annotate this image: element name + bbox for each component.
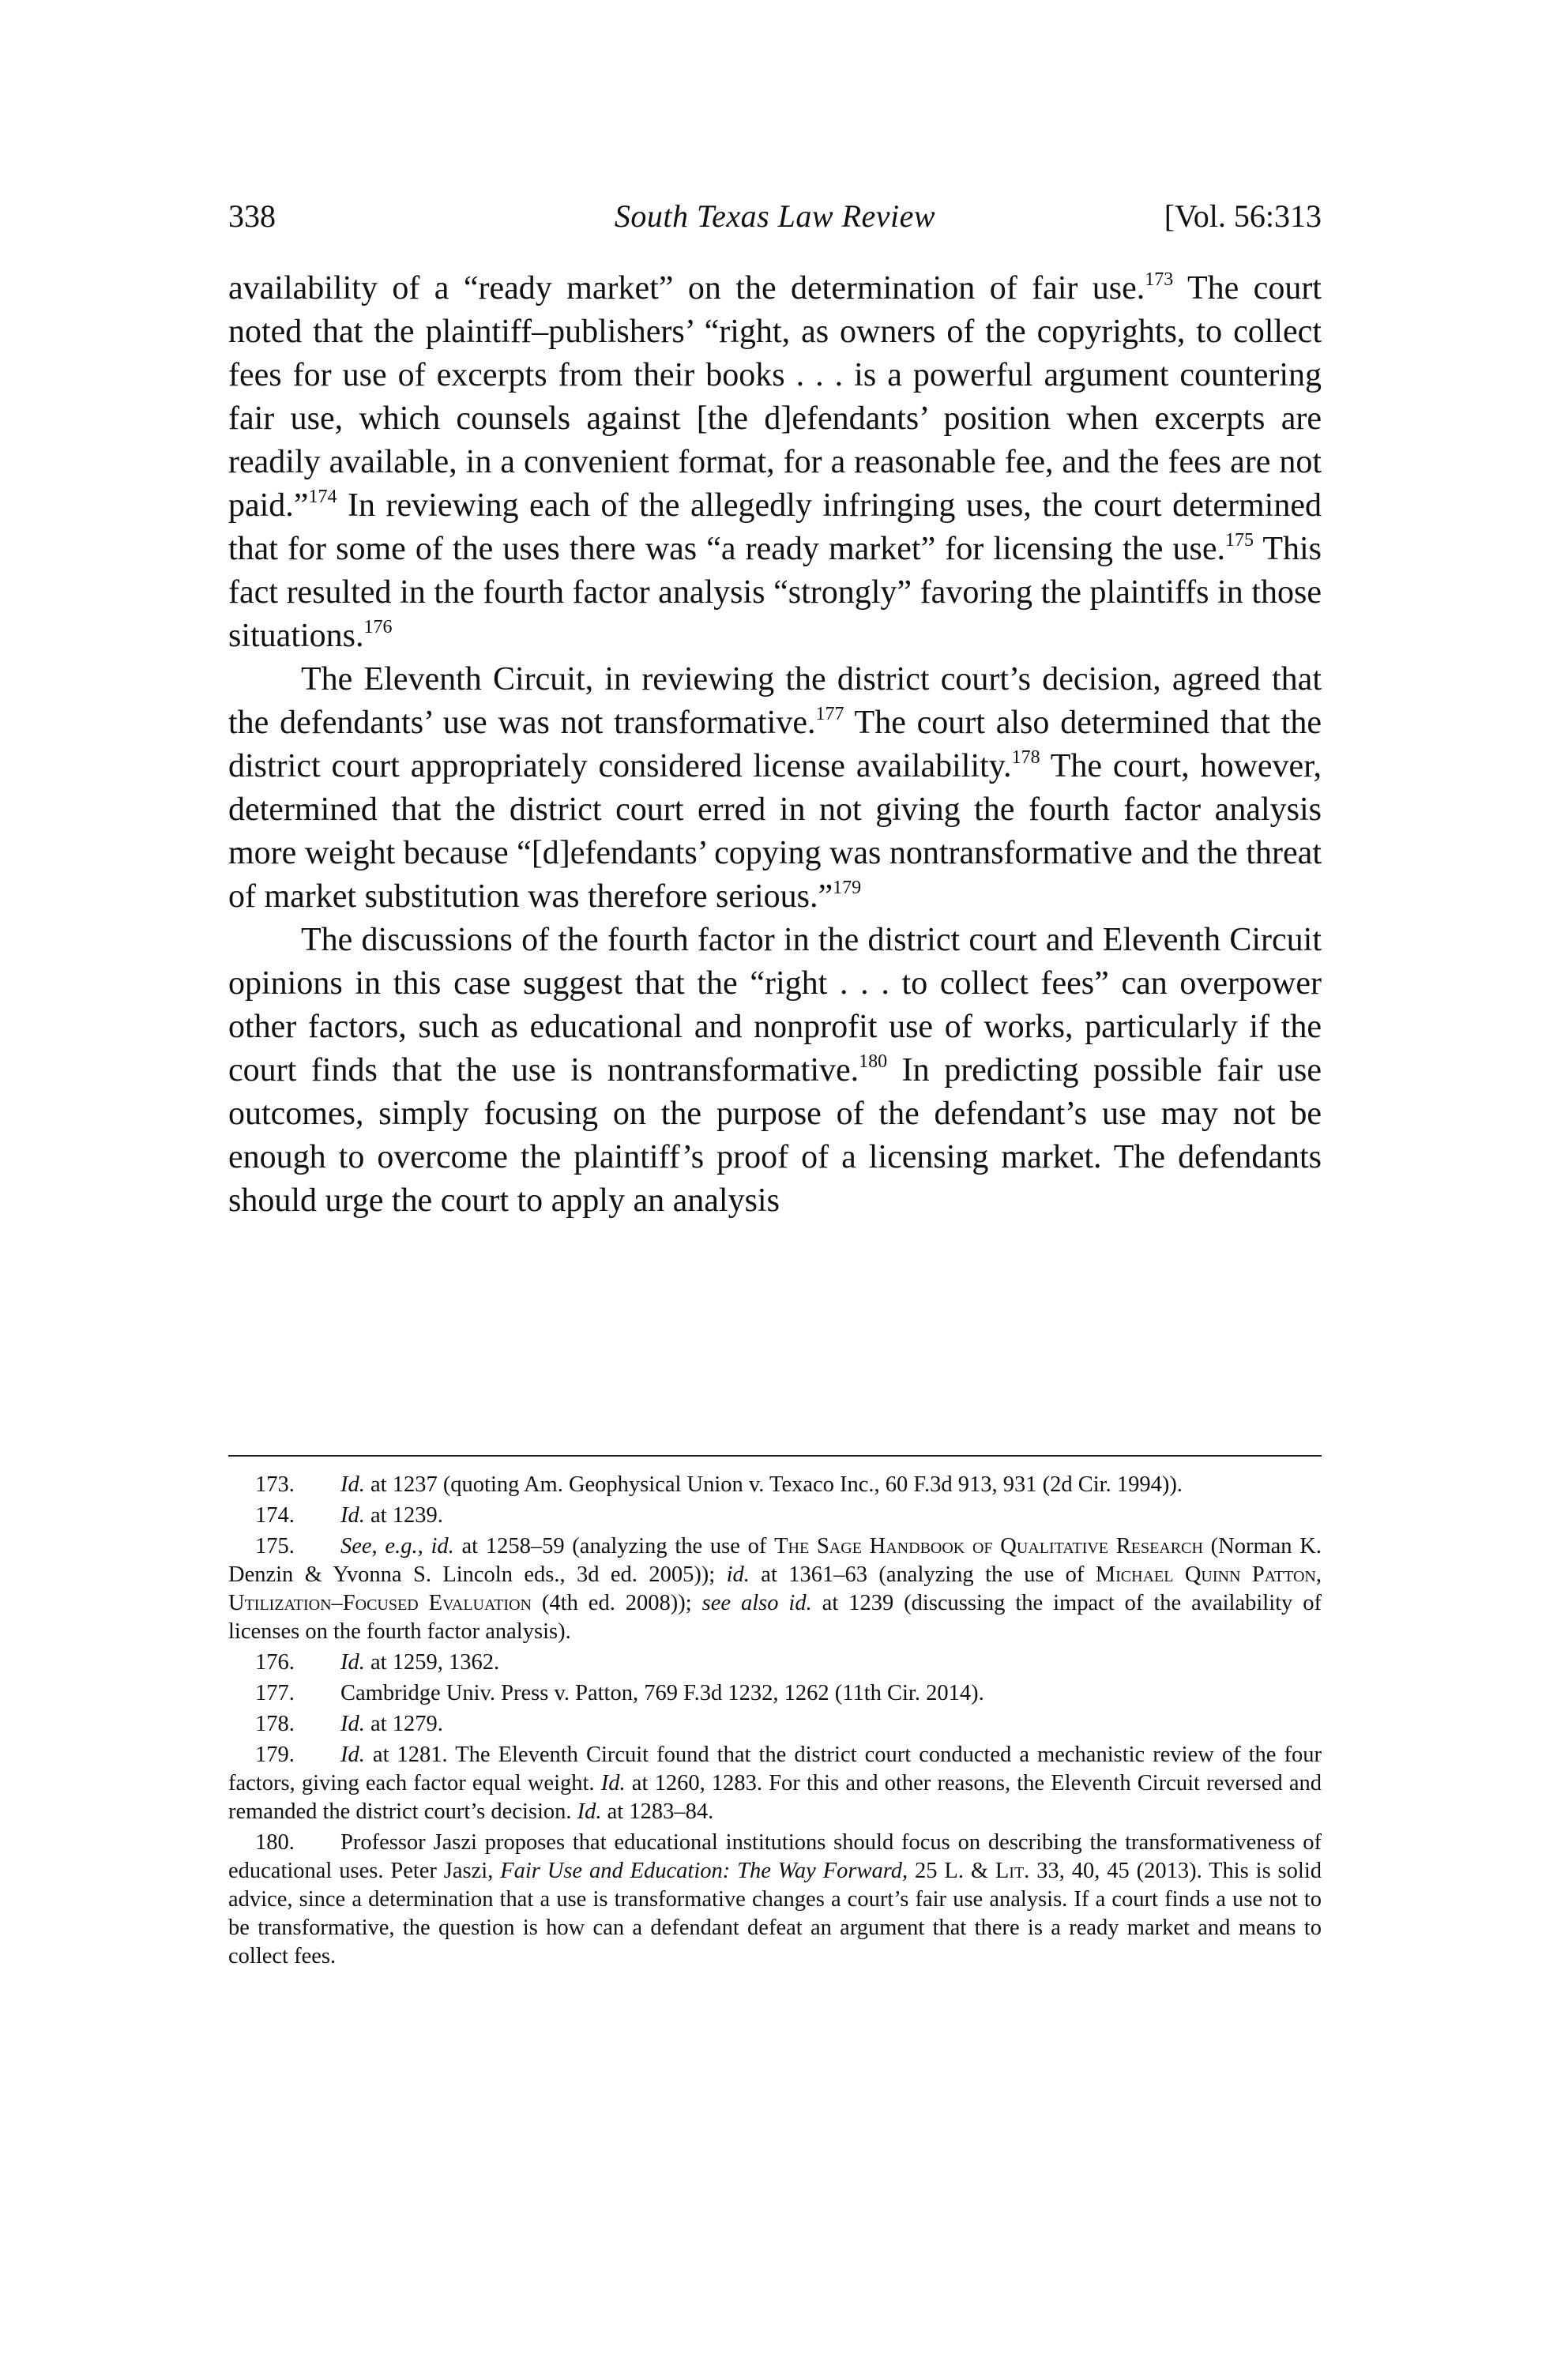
text-run: The court, however, determined that the district court erred in not giving the fourth factor analysis more weight because “[d]efendants’ copying was nontransformative and the threat of market substitution was therefore serious.”: [228, 748, 1322, 915]
footnote-text: Id.: [340, 1712, 365, 1736]
footnote-text: at 1258–59 (analyzing the use of: [453, 1534, 775, 1558]
footnote-divider: [228, 1455, 1322, 1457]
text-run: The court noted that the plaintiff–publishers’ “right, as owners of the copyrights, to collect fees for use of excerpts from their books . . . is a powerful argument countering fair use, which counsels against [the d]efendants’ position when excerpts are readily available, in a convenient format, for a reasonable fee, and the fees are not paid.”: [228, 270, 1322, 524]
footnote-177: [228, 1679, 1322, 1708]
text-run: The Eleventh Circuit, in reviewing the district court’s decision, agreed that the defendants’ use was not transformative.: [228, 661, 1322, 741]
footnote-text: Michael Quinn Patton, Utilization–Focused Evaluation: [228, 1562, 1322, 1615]
footnote-number: 180.: [255, 1830, 295, 1855]
footnote-number: 177.: [255, 1681, 295, 1705]
footnotes: [228, 1471, 1322, 1973]
footnote-ref-175: 175: [1224, 530, 1254, 551]
footnote-text: Id.: [340, 1472, 365, 1497]
footnote-text: (4th ed. 2008));: [531, 1591, 702, 1615]
footnote-ref-177: 177: [815, 704, 844, 724]
text-run: availability of a “ready market” on the determination of fair use.: [228, 270, 1145, 306]
footnote-173: [228, 1471, 1322, 1499]
footnote-number: 175.: [255, 1534, 295, 1558]
text-run: This fact resulted in the fourth factor analysis “strongly” favoring the plaintiffs in those situations.: [228, 531, 1322, 654]
footnote-text: at 1283–84.: [601, 1799, 714, 1824]
footnote-text: id.: [431, 1534, 454, 1558]
text-run: The discussions of the fourth factor in the district court and Eleventh Circuit opinions in this case suggest that the “right . . . to collect fees” can overpower other factors, such as educational and nonprofit use of works, particularly if the court finds that the use is nontransformative.: [228, 922, 1322, 1088]
text-run: In predicting possible fair use outcomes, simply focusing on the purpose of the defendant’s use may not be enough to overcome the plaintiff’s proof of a licensing market. The defendants should urge the court to apply an analysis: [228, 1052, 1322, 1219]
footnote-174: [228, 1502, 1322, 1530]
footnote-text: The Sage Handbook of Qualitative Research: [774, 1534, 1203, 1558]
footnote-text: Id.: [600, 1771, 626, 1795]
footnote-text: at 1239.: [364, 1503, 443, 1528]
paragraph: [228, 658, 1322, 919]
footnote-text: Id.: [577, 1799, 602, 1824]
footnote-text: at 1239 (discussing the impact of the availability of licenses on the fourth factor analysis).: [228, 1591, 1322, 1644]
footnote-text: Cambridge Univ. Press v. Patton, 769 F.3d 1232, 1262 (11th Cir. 2014).: [340, 1681, 984, 1705]
footnote-text: id.: [726, 1562, 750, 1587]
footnote-text: ,: [417, 1534, 431, 1558]
footnote-text: See, e.g.: [340, 1534, 418, 1558]
footnote-ref-179: 179: [833, 878, 862, 898]
text-run: In reviewing each of the allegedly infringing uses, the court determined that for some of the uses there was “a ready market” for licensing the use.: [228, 487, 1322, 567]
paragraph: [228, 267, 1322, 658]
footnote-text: see also id.: [701, 1591, 812, 1615]
footnote-ref-173: 173: [1145, 269, 1174, 290]
running-header: [228, 193, 1322, 240]
footnote-text: at 1281. The Eleventh Circuit found that the district court conducted a mechanistic review of the four factors, giving each factor equal weight.: [228, 1743, 1322, 1795]
footnote-text: at 1259, 1362.: [364, 1650, 500, 1675]
footnote-text: Id.: [340, 1743, 365, 1767]
footnote-text: 33, 40, 45 (2013). This is solid advice, since a determination that a use is transformative changes a court’s fair use analysis. If a court finds a use not to be transformative, the question is how can a defendant defeat an argument that there is a ready market and means to collect fees.: [228, 1859, 1322, 1968]
footnote-text: , 25: [902, 1859, 945, 1883]
volume-citation: [Vol. 56:313: [1164, 198, 1322, 234]
footnote-ref-180: 180: [859, 1051, 888, 1072]
footnote-text: (Norman K. Denzin & Yvonna S. Lincoln eds., 3d ed. 2005));: [228, 1534, 1322, 1587]
footnote-176: [228, 1649, 1322, 1677]
journal-title: South Texas Law Review: [614, 198, 936, 234]
footnote-number: 179.: [255, 1743, 295, 1767]
footnote-ref-178: 178: [1011, 747, 1040, 768]
footnote-number: 176.: [255, 1650, 295, 1675]
footnote-text: at 1361–63 (analyzing the use of: [749, 1562, 1096, 1587]
paragraph: [228, 919, 1322, 1223]
footnote-ref-174: 174: [308, 487, 337, 507]
footnote-number: 178.: [255, 1712, 295, 1736]
footnote-text: L. & Lit.: [944, 1859, 1030, 1883]
footnote-ref-176: 176: [363, 617, 393, 637]
footnote-180: [228, 1829, 1322, 1971]
footnote-text: at 1237 (quoting Am. Geophysical Union v. Texaco Inc., 60 F.3d 913, 931 (2d Cir. 1994)).: [364, 1472, 1183, 1497]
page-number: 338: [228, 198, 276, 234]
main-text: [228, 267, 1322, 1223]
footnote-text: Id.: [340, 1503, 365, 1528]
footnote-text: Id.: [340, 1650, 365, 1675]
footnote-178: [228, 1710, 1322, 1739]
footnote-text: at 1279.: [364, 1712, 443, 1736]
footnote-175: [228, 1532, 1322, 1646]
footnote-179: [228, 1741, 1322, 1826]
footnote-text: Fair Use and Education: The Way Forward: [500, 1859, 902, 1883]
footnote-number: 174.: [255, 1503, 295, 1528]
footnote-number: 173.: [255, 1472, 295, 1497]
text-run: The court also determined that the district court appropriately considered license availability.: [228, 705, 1322, 784]
footnote-text: Professor Jaszi proposes that educational institutions should focus on describing the transformativeness of educational uses. Peter Jaszi,: [228, 1830, 1322, 1883]
footnote-text: at 1260, 1283. For this and other reasons, the Eleventh Circuit reversed and remanded the district court’s decision.: [228, 1771, 1322, 1824]
